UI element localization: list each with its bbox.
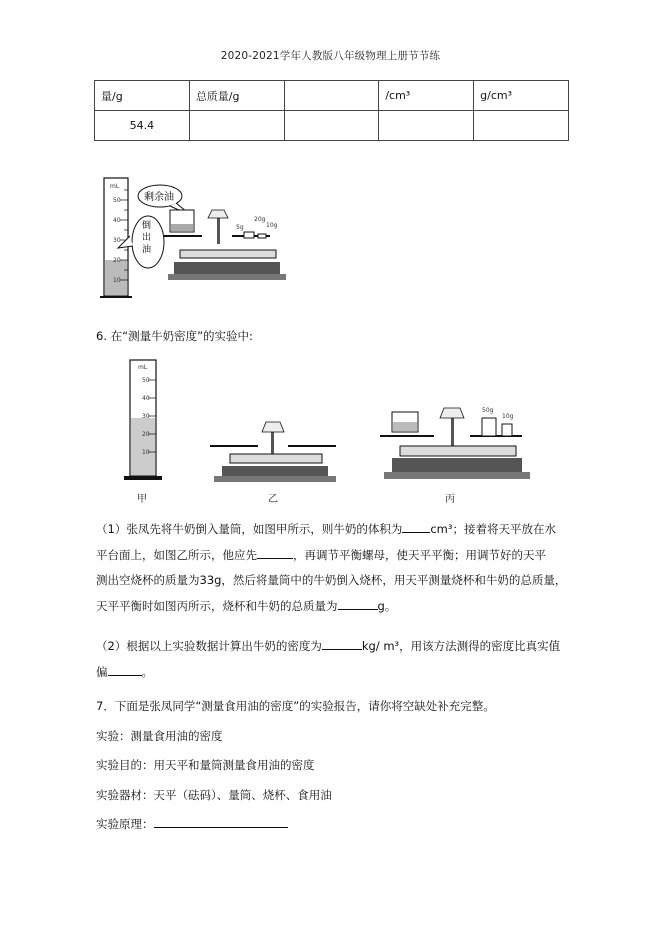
panel-yi-balance	[210, 422, 336, 505]
text-span: kg/ m³，用该方法测得的密度比真实值	[361, 639, 561, 653]
weight-label: 20g	[254, 216, 266, 223]
answer-blank[interactable]	[322, 635, 362, 650]
cylinder-tick: 30	[113, 237, 121, 244]
cylinder-tick: 40	[113, 217, 121, 224]
panel-label: 乙	[268, 494, 278, 505]
answer-blank[interactable]	[154, 813, 288, 828]
panel-label: 甲	[137, 494, 147, 505]
weight-label: 10g	[266, 222, 278, 229]
q6-title: 6. 在“测量牛奶密度”的实验中:	[96, 329, 253, 343]
answer-blank[interactable]	[402, 518, 430, 533]
answer-blank[interactable]	[108, 661, 142, 676]
text-span: cm³；接着将天平放在水	[430, 522, 556, 536]
cylinder-unit: mL	[110, 183, 120, 190]
cylinder-tick: 10	[113, 277, 121, 284]
text-line: 测出空烧杯的质量为33g，然后将量筒中的牛奶倒入烧杯，用天平测量烧杯和牛奶的总质量，	[96, 573, 567, 587]
page-header: 2020-2021学年人教版八年级物理上册节节练	[220, 50, 441, 62]
cylinder-unit: mL	[138, 364, 148, 371]
text-span: 。	[141, 664, 153, 679]
text-span: 平台面上，如图乙所示，他应先	[96, 547, 257, 562]
cylinder-tick: 30	[142, 413, 150, 420]
table-cell	[284, 111, 379, 141]
text-span: 偏	[96, 664, 108, 679]
weight-label: 50g	[482, 407, 494, 414]
q7-experiment: 实验：测量食用油的密度	[96, 728, 223, 743]
text-span: ，再调节平衡螺母，使天平平衡；用调节好的天平	[293, 547, 546, 562]
text-span: （2）根据以上实验数据计算出牛奶的密度为	[96, 639, 322, 653]
panel-jia-cylinder	[124, 360, 162, 505]
weight-label: 10g	[502, 413, 514, 420]
bubble-label: 出	[142, 233, 152, 243]
q6-part1	[96, 517, 572, 619]
cylinder-tick: 50	[113, 197, 121, 204]
text-span: 天平平衡时如图丙所示，烧杯和牛奶的总质量为	[96, 598, 338, 613]
q7-purpose: 实验目的：用天平和量筒测量食用油的密度	[96, 758, 315, 772]
text-span: g。	[377, 598, 397, 613]
q7-title: 7．下面是张凤同学“测量食用油的密度”的实验报告，请你将空缺处补充完整。	[96, 699, 495, 713]
balance-scale	[164, 210, 286, 280]
oil-experiment-figure	[100, 176, 290, 304]
weight-label: 5g	[236, 224, 244, 231]
table-cell: g/cm³	[474, 81, 569, 111]
measuring-cylinder	[100, 178, 132, 297]
table-cell: 总质量/g	[189, 81, 284, 111]
table-cell: 54.4	[95, 111, 190, 141]
q7-equipment: 实验器材：天平（砝码）、量筒、烧杯、食用油	[96, 787, 332, 802]
answer-blank[interactable]	[338, 595, 378, 610]
cylinder-tick: 20	[142, 431, 150, 438]
bubble-label: 油	[142, 245, 152, 255]
q7-section	[96, 694, 572, 838]
panel-bing-balance	[380, 407, 530, 505]
table-cell	[189, 111, 284, 141]
cylinder-tick: 40	[142, 395, 150, 402]
cylinder-tick: 50	[142, 377, 150, 384]
bubble-label: 倒	[142, 221, 152, 231]
table-cell	[284, 81, 379, 111]
cylinder-tick: 10	[142, 449, 150, 456]
table-header-row	[95, 81, 569, 111]
cylinder-tick: 20	[113, 257, 121, 264]
text-span: （1）张凤先将牛奶倒入量筒，如图甲所示，则牛奶的体积为	[96, 522, 403, 536]
q7-principle: 实验原理：	[96, 817, 154, 831]
table-cell	[474, 111, 569, 141]
milk-experiment-figure	[118, 356, 538, 508]
panel-label: 丙	[445, 494, 455, 505]
table-cell	[379, 111, 474, 141]
table-cell: /cm³	[379, 81, 474, 111]
bubble-label: 剩余油	[144, 192, 174, 203]
table-cell: 量/g	[95, 81, 190, 111]
data-table	[94, 80, 569, 141]
q6-part2	[96, 634, 572, 685]
answer-blank[interactable]	[257, 544, 293, 559]
table-row	[95, 111, 569, 141]
